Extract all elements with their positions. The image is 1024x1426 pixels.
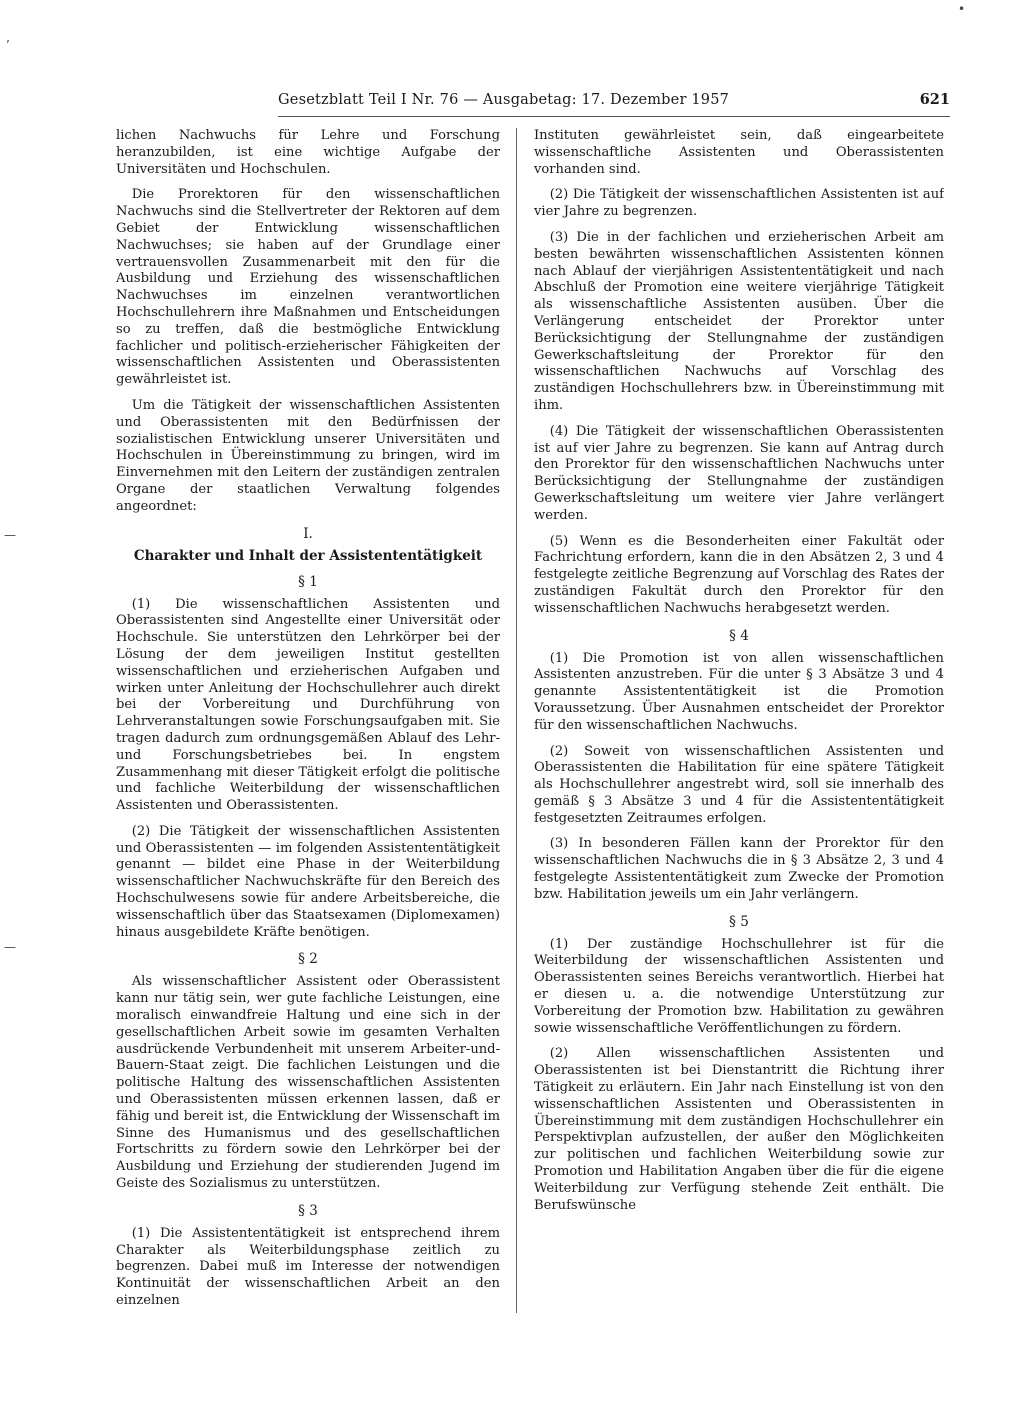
paragraph-mark-3: § 3 — [298, 1202, 318, 1219]
paragraph: (2) Allen wissenschaftlichen Assistenten und Oberassistenten ist bei Dienstantritt die Richtung ihrer Tätigkeit zu erläutern. Ein Jahr nach Einstellung ist von den wissenschaftlichen Assistenten und Oberassistenten in Übereinstimmung mit dem zuständigen Hochschullehrer ein Perspektivplan aufzustellen, der außer den Möglichkeiten zur politischen und fachlichen Weiterbildung sowie zur Promotion und Habilitation Angaben über die für die eigene Weiterbildung zur Verfügung stehende Zeit enthält. Die Berufswünsche — [534, 1046, 944, 1213]
page-header-title: Gesetzblatt Teil I Nr. 76 — Ausgabetag: 17. Dezember 1957 — [278, 92, 730, 108]
paragraph: (5) Wenn es die Besonderheiten einer Fakultät oder Fachrichtung erfordern, kann die in den Absätzen 2, 3 und 4 festgelegte zeitliche Begrenzung auf Vorschlag des Rates der zuständigen Fakultät durch den Prorektor für den wissenschaftlichen Nachwuchs herabgesetzt werden. — [534, 533, 944, 616]
page-header — [278, 88, 950, 112]
paragraph: (2) Soweit von wissenschaftlichen Assistenten und Oberassistenten die Habilitation für eine spätere Tätigkeit als Hochschullehrer angestrebt wird, soll sie innerhalb des gemäß § 3 Absätze 3 und 4 für die Assistententätigkeit festgesetzten Zeitraumes erfolgen. — [534, 743, 944, 826]
paragraph: (1) Der zuständige Hochschullehrer ist für die Weiterbildung der wissenschaftlichen Assistenten und Oberassistenten seines Bereichs verantwortlich. Hierbei hat er diesen u. a. die notwendige Unterstützung zur Vorbereitung der Promotion bzw. Habilitation zu gewähren sowie wissenschaftliche Veröffentlichungen zu fördern. — [534, 936, 944, 1036]
paragraph: Instituten gewährleistet sein, daß eingearbeitete wissenschaftliche Assistenten und Oberassistenten vorhanden sind. — [534, 128, 944, 177]
corner-dot-mark: • — [958, 2, 966, 16]
paragraph-mark-5: § 5 — [729, 913, 749, 930]
paragraph: (1) Die Promotion ist von allen wissenschaftlichen Assistenten anzustreben. Für die unter § 3 Absätze 3 und 4 genannte Assistententätigkeit ist die Promotion Voraussetzung. Über Ausnahmen entscheidet der Prorektor für den wissenschaftlichen Nachwuchs. — [534, 650, 944, 733]
margin-tick-mark: ’ — [6, 38, 10, 52]
column-divider — [516, 128, 517, 1313]
paragraph: Die Prorektoren für den wissenschaftlichen Nachwuchs sind die Stellvertreter der Rektoren auf dem Gebiet der Entwicklung wissenschaftlichen Nachwuchses; sie haben auf der Grundlage einer vertrauensvollen Zusammenarbeit mit den für die Ausbildung und Erziehung des wissenschaftlichen Nachwuchses im einzelnen verantwortlichen Hochschullehrern ihre Maßnahmen und Entscheidungen so zu treffen, daß die bestmögliche Entwicklung fachlicher und politisch-erzieherischer Fähigkeiten der wissenschaftlichen Assistenten und Oberassistenten gewährleistet ist. — [116, 187, 500, 388]
page-number: 621 — [919, 91, 950, 108]
right-column — [534, 128, 944, 1338]
header-rule — [278, 116, 950, 117]
section-number: I. — [303, 525, 313, 542]
margin-dash-mark: — — [4, 528, 16, 542]
margin-dash-mark: — — [4, 940, 16, 954]
paragraph: lichen Nachwuchs für Lehre und Forschung heranzubilden, ist eine wichtige Aufgabe der Universitäten und Hochschulen. — [116, 128, 500, 177]
paragraph-mark-2: § 2 — [298, 951, 318, 968]
paragraph: (3) In besonderen Fällen kann der Prorektor für den wissenschaftlichen Nachwuchs die in § 3 Absätze 2, 3 und 4 festgelegte Assistententätigkeit zum Zwecke der Promotion bzw. Habilitation jeweils um ein Jahr verlängern. — [534, 836, 944, 902]
paragraph: Als wissenschaftlicher Assistent oder Oberassistent kann nur tätig sein, wer gute fachliche Leistungen, eine moralisch einwandfreie Haltung und eine sich in der gesellschaftlichen Arbeit sowie im gesamten Verhalten ausdrückende Verbundenheit mit unserem Arbeiter-und-Bauern-Staat zeigt. Die fachlichen Leistungen und die politische Haltung des wissenschaftlichen Assistenten und Oberassistenten müssen erkennen lassen, daß er fähig und bereit ist, die Entwicklung der Wissenschaft im Sinne des Humanismus und des gesellschaftlichen Fortschritts zu fördern sowie den Lehrkörper bei der Ausbildung und Erziehung der studierenden Jugend im Geiste des Sozialismus zu unterstützen. — [116, 974, 500, 1192]
left-column — [116, 128, 500, 1338]
paragraph: (4) Die Tätigkeit der wissenschaftlichen Oberassistenten ist auf vier Jahre zu begrenzen. Sie kann auf Antrag durch den Prorektor für den wissenschaftlichen Nachwuchs unter Berücksichtigung der Stellungnahme der zuständigen Gewerkschaftsleitung um weitere vier Jahre verlängert werden. — [534, 423, 944, 523]
paragraph: Um die Tätigkeit der wissenschaftlichen Assistenten und Oberassistenten mit den Bedürfnissen der sozialistischen Entwicklung unserer Universitäten und Hochschulen in Übereinstimmung zu bringen, wird im Einvernehmen mit den Leitern der zuständigen zentralen Organe der staatlichen Verwaltung folgendes angeordnet: — [116, 397, 500, 514]
paragraph: (2) Die Tätigkeit der wissenschaftlichen Assistenten ist auf vier Jahre zu begrenzen. — [534, 187, 944, 220]
section-title: Charakter und Inhalt der Assistententätigkeit — [133, 547, 483, 564]
paragraph: (3) Die in der fachlichen und erzieherischen Arbeit am besten bewährten wissenschaftlichen Assistenten können nach Ablauf der vierjährigen Assistententätigkeit und nach Abschluß der Promotion eine weitere vierjährige Tätigkeit als wissenschaftliche Assistenten ausüben. Über die Verlängerung entscheidet der Prorektor unter Berücksichtigung der Stellungnahme der zuständigen Gewerkschaftsleitung der Prorektor für den wissenschaftlichen Nachwuchs auf Vorschlag des zuständigen Hochschullehrers bzw. in Übereinstimmung mit ihm. — [534, 229, 944, 413]
paragraph: (1) Die Assistententätigkeit ist entsprechend ihrem Charakter als Weiterbildungsphase zeitlich zu begrenzen. Dabei muß im Interesse der notwendigen Kontinuität der wissenschaftlichen Arbeit an den einzelnen — [116, 1225, 500, 1309]
paragraph: (2) Die Tätigkeit der wissenschaftlichen Assistenten und Oberassistenten — im folgenden Assistententätigkeit genannt — bildet eine Phase in der Weiterbildung wissenschaftlicher Nachwuchskräfte für den Bereich des Hochschulwesens sowie für andere Arbeitsbereiche, die wissenschaftlich über das Staatsexamen (Diplomexamen) hinaus ausgebildete Kräfte benötigen. — [116, 823, 500, 940]
paragraph: (1) Die wissenschaftlichen Assistenten und Oberassistenten sind Angestellte einer Universität oder Hochschule. Sie unterstützen den Lehrkörper bei der Lösung der dem jeweiligen Institut gestellten wissenschaftlichen und erzieherischen Aufgaben und wirken unter Anleitung der Hochschullehrer auch direkt bei der Vorbereitung und Durchführung von Lehrveranstaltungen sowie Forschungsaufgaben mit. Sie tragen dadurch zum ordnungsgemäßen Ablauf des Lehr- und Forschungsbetriebes bei. In engstem Zusammenhang mit dieser Tätigkeit erfolgt die politische und fachliche Weiterbildung der wissenschaftlichen Assistenten und Oberassistenten. — [116, 596, 500, 814]
paragraph-mark-4: § 4 — [729, 627, 749, 644]
paragraph-mark-1: § 1 — [298, 573, 318, 590]
